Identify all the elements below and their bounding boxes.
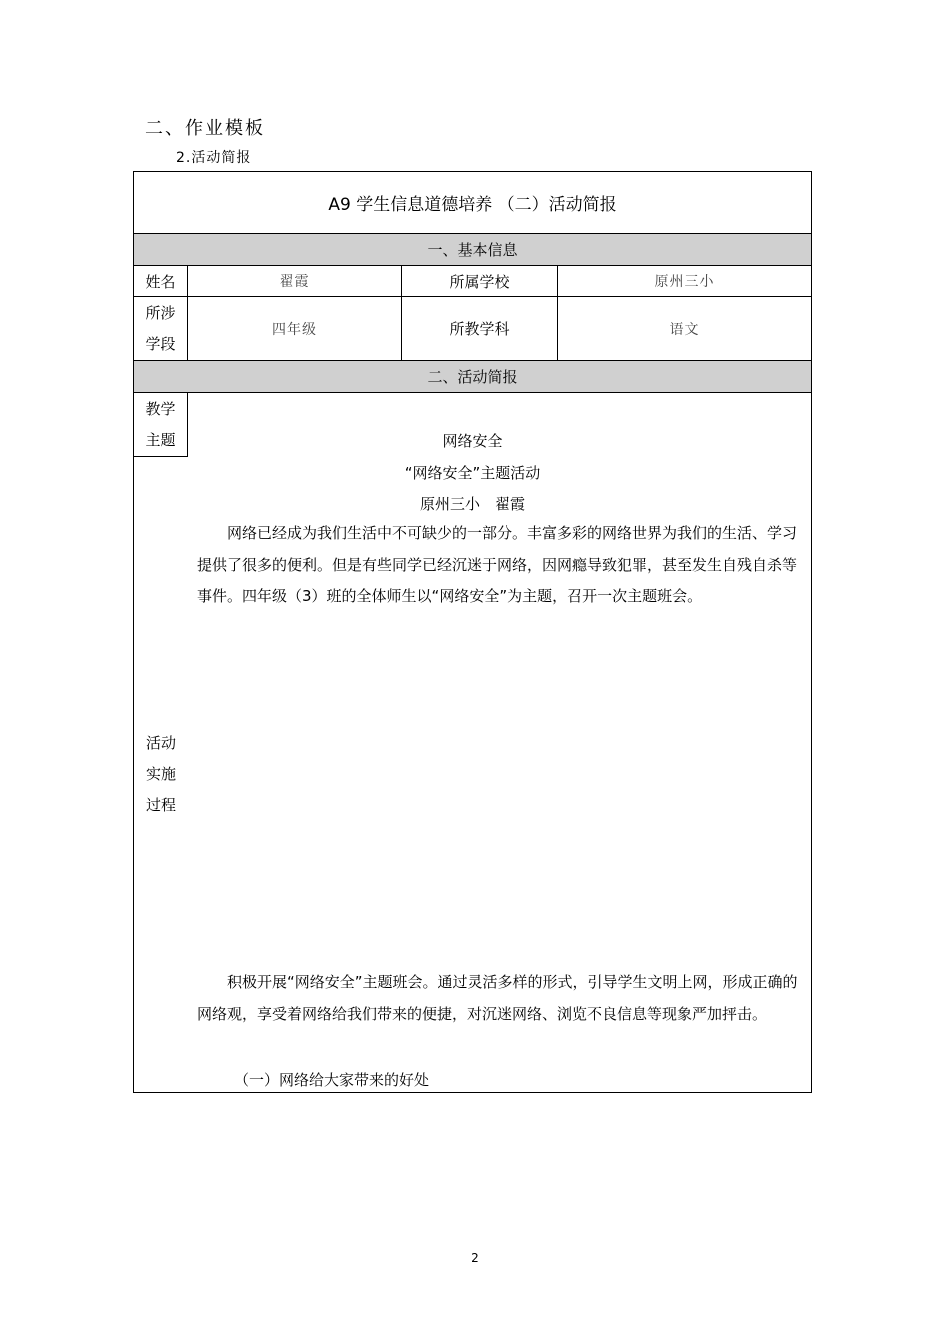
grade-label [134,297,188,361]
process-label [134,728,188,821]
author-line: 原州三小 翟霞 [419,495,525,513]
subject-value: 语文 [558,297,811,361]
process-label-line1: 活动 [145,734,176,752]
item-heading: 2.活动简报 [176,150,252,166]
section-heading: 二、作业模板 [145,118,265,139]
grade-label-line1: 所涉 [145,304,176,322]
topic-label-line2: 主题 [145,431,176,449]
grade-label-line2: 学段 [145,335,176,353]
process-label-line3: 过程 [145,796,176,814]
basic-info-header: 一、基本信息 [134,234,811,266]
name-label: 姓名 [134,266,188,297]
topic-label-line1: 教学 [145,400,176,418]
topic-title: 网络安全 [442,432,503,450]
subject-label: 所教学科 [402,297,558,361]
school-label: 所属学校 [402,266,558,297]
activity-title: “网络安全”主题活动 [404,464,541,482]
process-label-line2: 实施 [145,765,176,783]
report-form [133,171,812,1093]
intro-paragraph: 网络已经成为我们生活中不可缺少的一部分。丰富多彩的网络世界为我们的生活、学习提供了很多的便利。但是有些同学已经沉迷于网络，因网瘾导致犯罪，甚至发生自残自杀等事件。四年级（3）班的全体师生以“网络安全”为主题，召开一次主题班会。 [197,524,798,605]
grade-value: 四年级 [188,297,402,361]
school-value: 原州三小 [558,266,811,297]
name-value: 翟霞 [188,266,402,297]
page-number: 2 [471,1251,479,1265]
form-title: A9 学生信息道德培养 （二）活动简报 [134,172,811,234]
summary-paragraph: 积极开展“网络安全”主题班会。通过灵活多样的形式，引导学生文明上网，形成正确的网络观，享受着网络给我们带来的便捷，对沉迷网络、浏览不良信息等现象严加抨击。 [197,973,798,1023]
subheading-benefits: （一）网络给大家带来的好处 [234,1071,430,1089]
brief-header: 二、活动简报 [134,361,811,393]
